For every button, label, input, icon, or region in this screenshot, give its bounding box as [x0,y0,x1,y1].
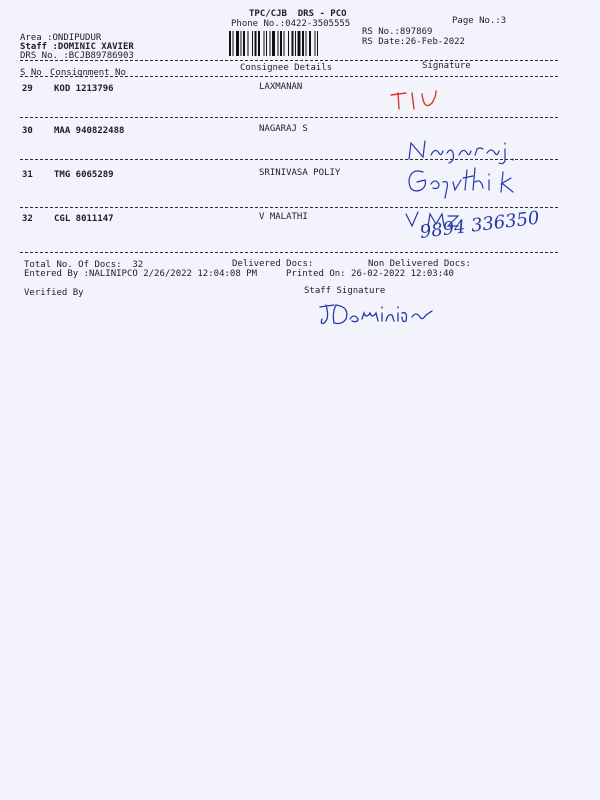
column-sno: S No [20,68,42,78]
row-consignee: NAGARAJ S [259,124,308,134]
document-title: TPC/CJB DRS - PCO [249,9,347,19]
printed-on: Printed On: 26-02-2022 12:03:40 [286,269,454,279]
row-consignee: V MALATHI [259,212,308,222]
row-divider [20,207,558,208]
area-label: Area :ONDIPUDUR [20,33,102,43]
column-signature: Signature [422,61,471,71]
row-divider [20,117,558,118]
rs-number: RS No.:897869 [362,27,433,37]
row-consignment: TMG 6065289 [54,170,114,180]
row-consignment: MAA 940822488 [54,126,125,136]
staff-signature [316,299,436,329]
barcode [229,31,349,56]
row-signature-phone: 9894 336350 [418,207,541,243]
staff-label: Staff :DOMINIC XAVIER [20,42,134,52]
staff-signature-label: Staff Signature [304,286,386,296]
row-consignment: CGL 8011147 [54,214,114,224]
row-consignee: LAXMANAN [259,82,303,92]
header-divider-top [20,60,558,61]
row-consignment: KOD 1213796 [54,84,114,94]
row-sno: 29 [22,84,33,94]
row-signature [405,164,520,200]
row-sno: 31 [22,170,33,180]
page-number: Page No.:3 [452,16,507,26]
row-signature [405,137,525,165]
verified-by: Verified By [24,288,84,298]
header-divider-bottom [20,76,558,77]
total-docs: Total No. Of Docs: 32 [24,260,144,270]
row-consignee: SRINIVASA POLIY [259,168,341,178]
row-sno: 30 [22,126,33,136]
column-consignee: Consignee Details [240,63,333,73]
column-consignment: Consignment No [50,68,126,78]
phone-number: Phone No.:0422-3505555 [231,19,351,29]
entered-by: Entered By :NALINIPCO 2/26/2022 12:04:08 PM [24,269,257,279]
non-delivered-docs: Non Delivered Docs: [368,259,471,269]
row-signature [386,85,446,115]
rs-date: RS Date:26-Feb-2022 [362,37,465,47]
footer-divider [20,252,558,253]
delivered-docs: Delivered Docs: [232,259,314,269]
drs-number: DRS No. :BCJB89786903 [20,51,134,61]
row-sno: 32 [22,214,33,224]
row-divider [20,159,558,160]
